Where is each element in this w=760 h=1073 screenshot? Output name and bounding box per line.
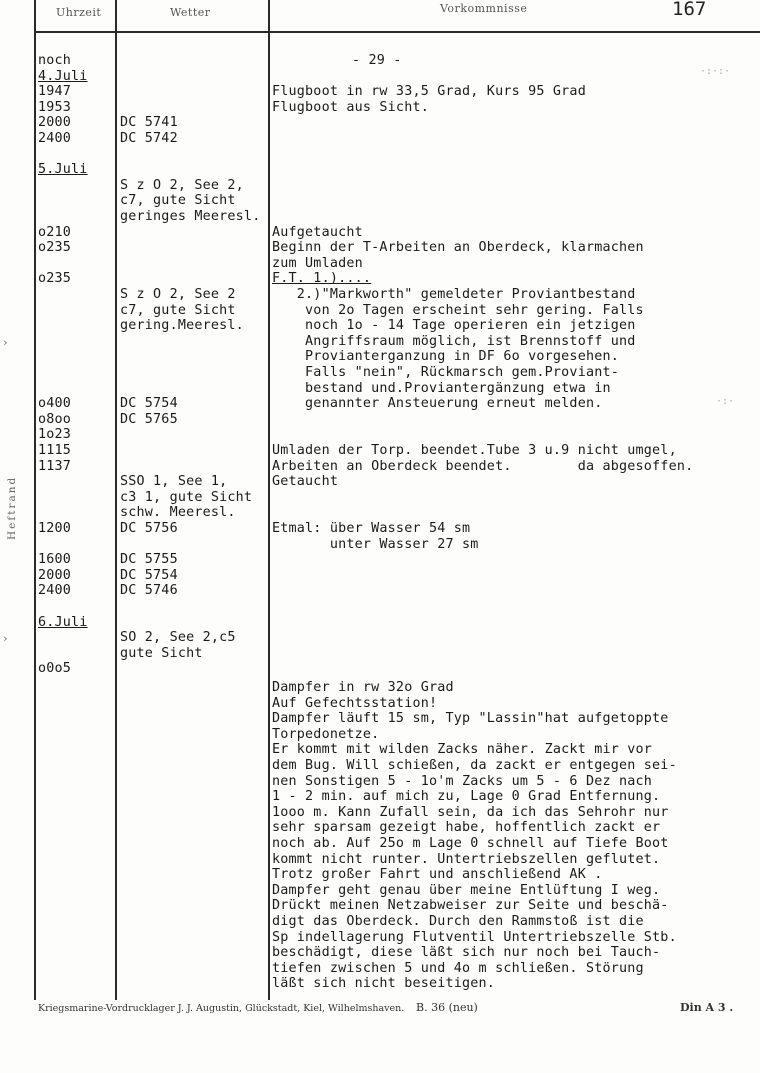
- weather-entry: S z O 2, See 2,: [120, 177, 244, 193]
- time-entry: o235: [38, 240, 72, 256]
- weather-entry: c7, gute Sicht: [120, 193, 236, 209]
- event-line: zum Umladen: [272, 255, 363, 271]
- weather-column-divider: [268, 0, 270, 1000]
- time-entry: 1953: [38, 99, 72, 115]
- event-line: Arbeiten an Oberdeck beendet. da abgesoffen.: [272, 458, 694, 474]
- event-line: sehr sparsam gezeigt habe, hoffentlich zackt er: [272, 820, 661, 836]
- scan-speck: ·:·: [716, 396, 735, 407]
- event-line: Flugboot in rw 33,5 Grad, Kurs 95 Grad: [272, 84, 586, 100]
- scan-mark: ›: [2, 336, 9, 349]
- event-line: von 2o Tagen erscheint sehr gering. Falls: [272, 302, 644, 318]
- time-entry: o400: [38, 396, 72, 412]
- event-line: nen Sonstigen 5 - 1o'm Zacks um 5 - 6 Dez nach: [272, 773, 653, 789]
- weather-entry: SO 2, See 2,c5: [120, 630, 236, 646]
- time-entry: 1200: [38, 521, 72, 536]
- time-entry: 5.Juli: [38, 162, 88, 178]
- event-line: 1ooo m. Kann Zufall sein, da ich das Sehrohr nur: [272, 804, 669, 820]
- event-line: 1 - 2 min. auf mich zu, Lage 0 Grad Entfernung.: [272, 789, 661, 805]
- time-entry: 1600: [38, 552, 72, 568]
- weather-entry: DC 5754: [120, 396, 178, 412]
- event-line: beschädigt, diese läßt sich nur noch bei Tauch-: [272, 945, 661, 961]
- event-line: noch ab. Auf 25o m Lage 0 schnell auf Tiefe Boot: [272, 836, 669, 851]
- event-line: Angriffsraum möglich, ist Brennstoff und: [272, 333, 636, 349]
- footer-publisher: Kriegsmarine-Vordrucklager J. J. Augustin, Glückstadt, Kiel, Wilhelmshaven.: [38, 1003, 405, 1014]
- left-border-line: [34, 0, 36, 1000]
- weather-entry: c3 1, gute Sicht: [120, 489, 253, 505]
- weather-entry: DC 5742: [120, 131, 178, 146]
- header-weather-label: Wetter: [170, 6, 211, 19]
- event-line: Provianterganzung in DF 6o vorgesehen.: [272, 349, 619, 365]
- header-rule: [34, 31, 760, 33]
- weather-entry: DC 5755: [120, 552, 178, 568]
- time-entry: 6.Juli: [38, 614, 88, 630]
- time-entry: 1o23: [38, 427, 72, 443]
- event-line: Flugboot aus Sicht.: [272, 99, 429, 115]
- event-line: Etmal: über Wasser 54 sm: [272, 521, 471, 536]
- time-entry: 2400: [38, 131, 72, 146]
- event-line: digt das Oberdeck. Durch den Rammstoß ist die: [272, 914, 644, 929]
- event-line: Torpedonetze.: [272, 726, 380, 742]
- header-events-label: Vorkommnisse: [440, 2, 528, 15]
- time-entry: o210: [38, 224, 72, 240]
- time-entry: 1947: [38, 84, 72, 100]
- weather-entry: gering.Meeresl.: [120, 318, 244, 334]
- event-line: Dampfer läuft 15 sm, Typ "Lassin"hat aufgetoppte: [272, 711, 669, 727]
- time-entry: 4.Juli: [38, 68, 88, 84]
- time-column-divider: [115, 0, 117, 1000]
- page-marker: - 29 -: [352, 53, 402, 68]
- time-entry: noch: [38, 53, 72, 68]
- footer-form-number: B. 36 (neu): [416, 1001, 478, 1014]
- event-line: Umladen der Torp. beendet.Tube 3 u.9 nicht umgel,: [272, 443, 677, 458]
- event-line: Aufgetaucht: [272, 224, 363, 240]
- event-line: Sp indellagerung Flutventil Untertriebszelle Stb.: [272, 929, 677, 945]
- event-line: 2.)"Markworth" gemeldeter Proviantbestand: [272, 287, 636, 302]
- event-line: Dampfer geht genau über meine Entlüftung I weg.: [272, 882, 661, 898]
- time-entry: o0o5: [38, 661, 72, 677]
- event-line: kommt nicht runter. Untertriebszellen geflutet.: [272, 851, 661, 867]
- scan-speck: ·:·:·: [700, 66, 731, 77]
- weather-entry: schw. Meeresl.: [120, 505, 236, 521]
- weather-entry: S z O 2, See 2: [120, 287, 236, 302]
- event-line: noch 1o - 14 Tage operieren ein jetzigen: [272, 318, 636, 334]
- event-line: Beginn der T-Arbeiten an Oberdeck, klarmachen: [272, 240, 644, 256]
- weather-entry: gute Sicht: [120, 645, 203, 661]
- weather-entry: c7, gute Sicht: [120, 302, 236, 318]
- event-line: Drückt meinen Netzabweiser zur Seite und beschä-: [272, 898, 669, 914]
- time-entry: o235: [38, 271, 72, 287]
- header-time-label: Uhrzeit: [56, 6, 102, 19]
- weather-entry: DC 5741: [120, 115, 178, 131]
- page-number: 167: [672, 0, 707, 20]
- event-line: Auf Gefechtsstation!: [272, 695, 438, 711]
- event-line: Dampfer in rw 32o Grad: [272, 680, 454, 695]
- weather-entry: DC 5765: [120, 411, 178, 427]
- weather-entry: DC 5756: [120, 521, 178, 536]
- time-entry: 2000: [38, 115, 72, 131]
- footer-paper-size: Din A 3 .: [680, 1001, 734, 1014]
- scan-mark: ›: [2, 632, 9, 645]
- event-line: läßt sich nicht beseitigen.: [272, 976, 496, 992]
- event-line: F.T. 1.)....: [272, 271, 372, 287]
- weather-entry: DC 5754: [120, 567, 178, 583]
- event-line: tiefen zwischen 5 und 4o m schließen. Störung: [272, 960, 644, 976]
- weather-entry: SSO 1, See 1,: [120, 474, 228, 490]
- event-line: dem Bug. Will schießen, da zackt er entgegen sei-: [272, 758, 677, 773]
- time-entry: 1115: [38, 443, 72, 458]
- time-entry: 2000: [38, 567, 72, 583]
- weather-entry: geringes Meeresl.: [120, 209, 261, 224]
- time-entry: 2400: [38, 583, 72, 599]
- event-line: Trotz großer Fahrt und anschließend AK .: [272, 867, 603, 883]
- event-line: Falls "nein", Rückmarsch gem.Proviant-: [272, 365, 619, 380]
- event-line: bestand und.Proviantergänzung etwa in: [272, 380, 611, 396]
- weather-entry: DC 5746: [120, 583, 178, 599]
- margin-label: Heftrand: [6, 475, 18, 540]
- time-entry: 1137: [38, 458, 72, 474]
- event-line: Getaucht: [272, 474, 339, 490]
- event-line: Er kommt mit wilden Zacks näher. Zackt mir vor: [272, 742, 653, 758]
- event-line: genannter Ansteuerung erneut melden.: [272, 396, 603, 412]
- event-line: unter Wasser 27 sm: [272, 536, 479, 552]
- time-entry: o8oo: [38, 411, 72, 427]
